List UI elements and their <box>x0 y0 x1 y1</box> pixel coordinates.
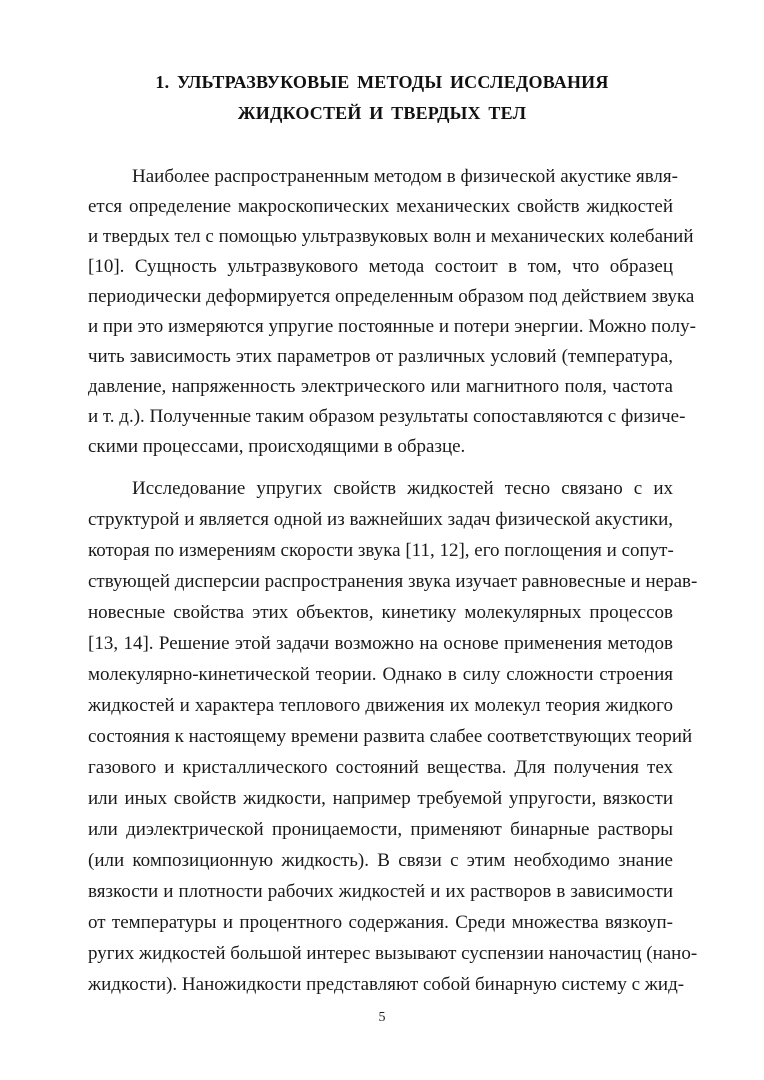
paragraph-line: и т. д.). Полученные таким образом результаты сопоставляются с физиче- <box>88 406 686 427</box>
paragraph-line: [10]. Сущность ультразвукового метода состоит в том, что образец <box>88 256 673 277</box>
paragraph-line: ется определение макроскопических механических свойств жидкостей <box>88 196 673 217</box>
paragraph-line: Наиболее распространенным методом в физической акустике явля- <box>132 166 678 187</box>
paragraph-line: и твердых тел с помощью ультразвуковых волн и механических колебаний <box>88 226 694 247</box>
paragraph-line: (или композиционную жидкость). В связи с этим необходимо знание <box>88 850 673 871</box>
page-number: 5 <box>378 1010 386 1025</box>
paragraph-line: ствующей дисперсии распространения звука изучает равновесные и нерав- <box>88 571 698 592</box>
paragraph-line: периодически деформируется определенным образом под действием звука <box>88 286 695 307</box>
paragraph-line: газового и кристаллического состояний вещества. Для получения тех <box>88 757 673 778</box>
paragraph-line: структурой и является одной из важнейших задач физической акустики, <box>88 509 673 530</box>
paragraph-line: и при это измеряются упругие постоянные и потери энергии. Можно полу- <box>88 316 696 337</box>
paragraph-line: ругих жидкостей большой интерес вызывают суспензии наночастиц (нано- <box>88 943 698 964</box>
paragraph-line: [13, 14]. Решение этой задачи возможно на основе применения методов <box>88 633 673 654</box>
paragraph-line: Исследование упругих свойств жидкостей тесно связано с их <box>132 478 673 499</box>
chapter-title-line-2: ЖИДКОСТЕЙ И ТВЕРДЫХ ТЕЛ <box>237 103 527 123</box>
paragraph-line: которая по измерениям скорости звука [11, 12], его поглощения и сопут- <box>88 540 674 561</box>
paragraph-line: молекулярно-кинетической теории. Однако в силу сложности строения <box>88 664 673 685</box>
paragraph-line: жидкости). Наножидкости представляют собой бинарную систему с жид- <box>88 974 685 995</box>
paragraph-line: от температуры и процентного содержания. Среди множества вязкоуп- <box>88 912 673 933</box>
paragraph-line: или иных свойств жидкости, например требуемой упругости, вязкости <box>88 788 673 809</box>
paragraph-line: чить зависимость этих параметров от различных условий (температура, <box>88 346 673 367</box>
paragraph-line: или диэлектрической проницаемости, применяют бинарные растворы <box>88 819 673 840</box>
paragraph-line: состояния к настоящему времени развита слабее соответствующих теорий <box>88 726 693 747</box>
paragraph-line: новесные свойства этих объектов, кинетику молекулярных процессов <box>88 602 673 623</box>
paragraph-line: давление, напряженность электрического или магнитного поля, частота <box>88 376 673 397</box>
paragraph-line: скими процессами, происходящими в образце. <box>88 436 466 457</box>
paragraph-line: жидкостей и характера теплового движения их молекул теория жидкого <box>88 695 673 716</box>
chapter-title-line-1: 1. УЛЬТРАЗВУКОВЫЕ МЕТОДЫ ИССЛЕДОВАНИЯ <box>155 72 609 92</box>
paragraph-line: вязкости и плотности рабочих жидкостей и их растворов в зависимости <box>88 881 673 902</box>
